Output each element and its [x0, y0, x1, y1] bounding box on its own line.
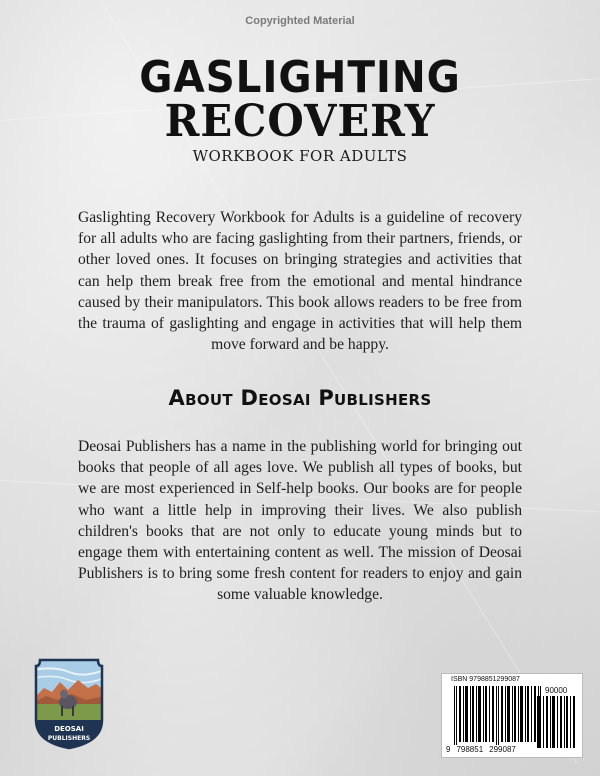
badge-icon: [34, 658, 104, 750]
logo-line-1: DEOSAI: [54, 725, 84, 733]
logo-line-2: PUBLISHERS: [47, 735, 91, 742]
book-title-line-1: GASLIGHTING: [139, 52, 461, 103]
book-subtitle: WORKBOOK FOR ADULTS: [192, 147, 408, 165]
isbn-label: ISBN 9798851299087: [451, 676, 520, 683]
barcode-addon-icon: [537, 696, 577, 748]
about-heading: About Deosai Publishers: [168, 386, 432, 410]
barcode-bars-icon: [454, 686, 542, 748]
barcode-digit-group-1: 798851: [456, 745, 484, 754]
barcode-digit-group-2: 299087: [489, 745, 516, 754]
copyright-watermark: Copyrighted Material: [245, 15, 355, 27]
about-publisher-text: Deosai Publishers has a name in the publishing world for bringing out books that people of all ages love. We publish all types of books, but we are most experienced in Self-help books. Our books are for people who want a little help in improving their lives. We also publish children's books that are not only to educate young minds but to engage them with entertaining content as well. The mission of Deosai Publishers is to bring some fresh content for readers to enjoy and gain some valuable knowledge.: [78, 438, 522, 604]
barcode-digits: [445, 745, 517, 754]
book-description: Gaslighting Recovery Workbook for Adults is a guideline of recovery for all adults who are facing gaslighting from their partners, friends, or other loved ones. It focuses on bringing strategies and activities that can help them break free from the emotional and mental hindrance caused by their manipulators. This book allows readers to be free from the trauma of gaslighting and engage in activities that will help them move forward and be happy.: [78, 209, 522, 354]
book-title-line-2: RECOVERY: [164, 96, 436, 147]
price-code: 90000: [545, 686, 568, 695]
publisher-logo: [34, 658, 104, 750]
barcode: [441, 673, 583, 758]
barcode-digit-prefix: 9: [446, 745, 451, 754]
